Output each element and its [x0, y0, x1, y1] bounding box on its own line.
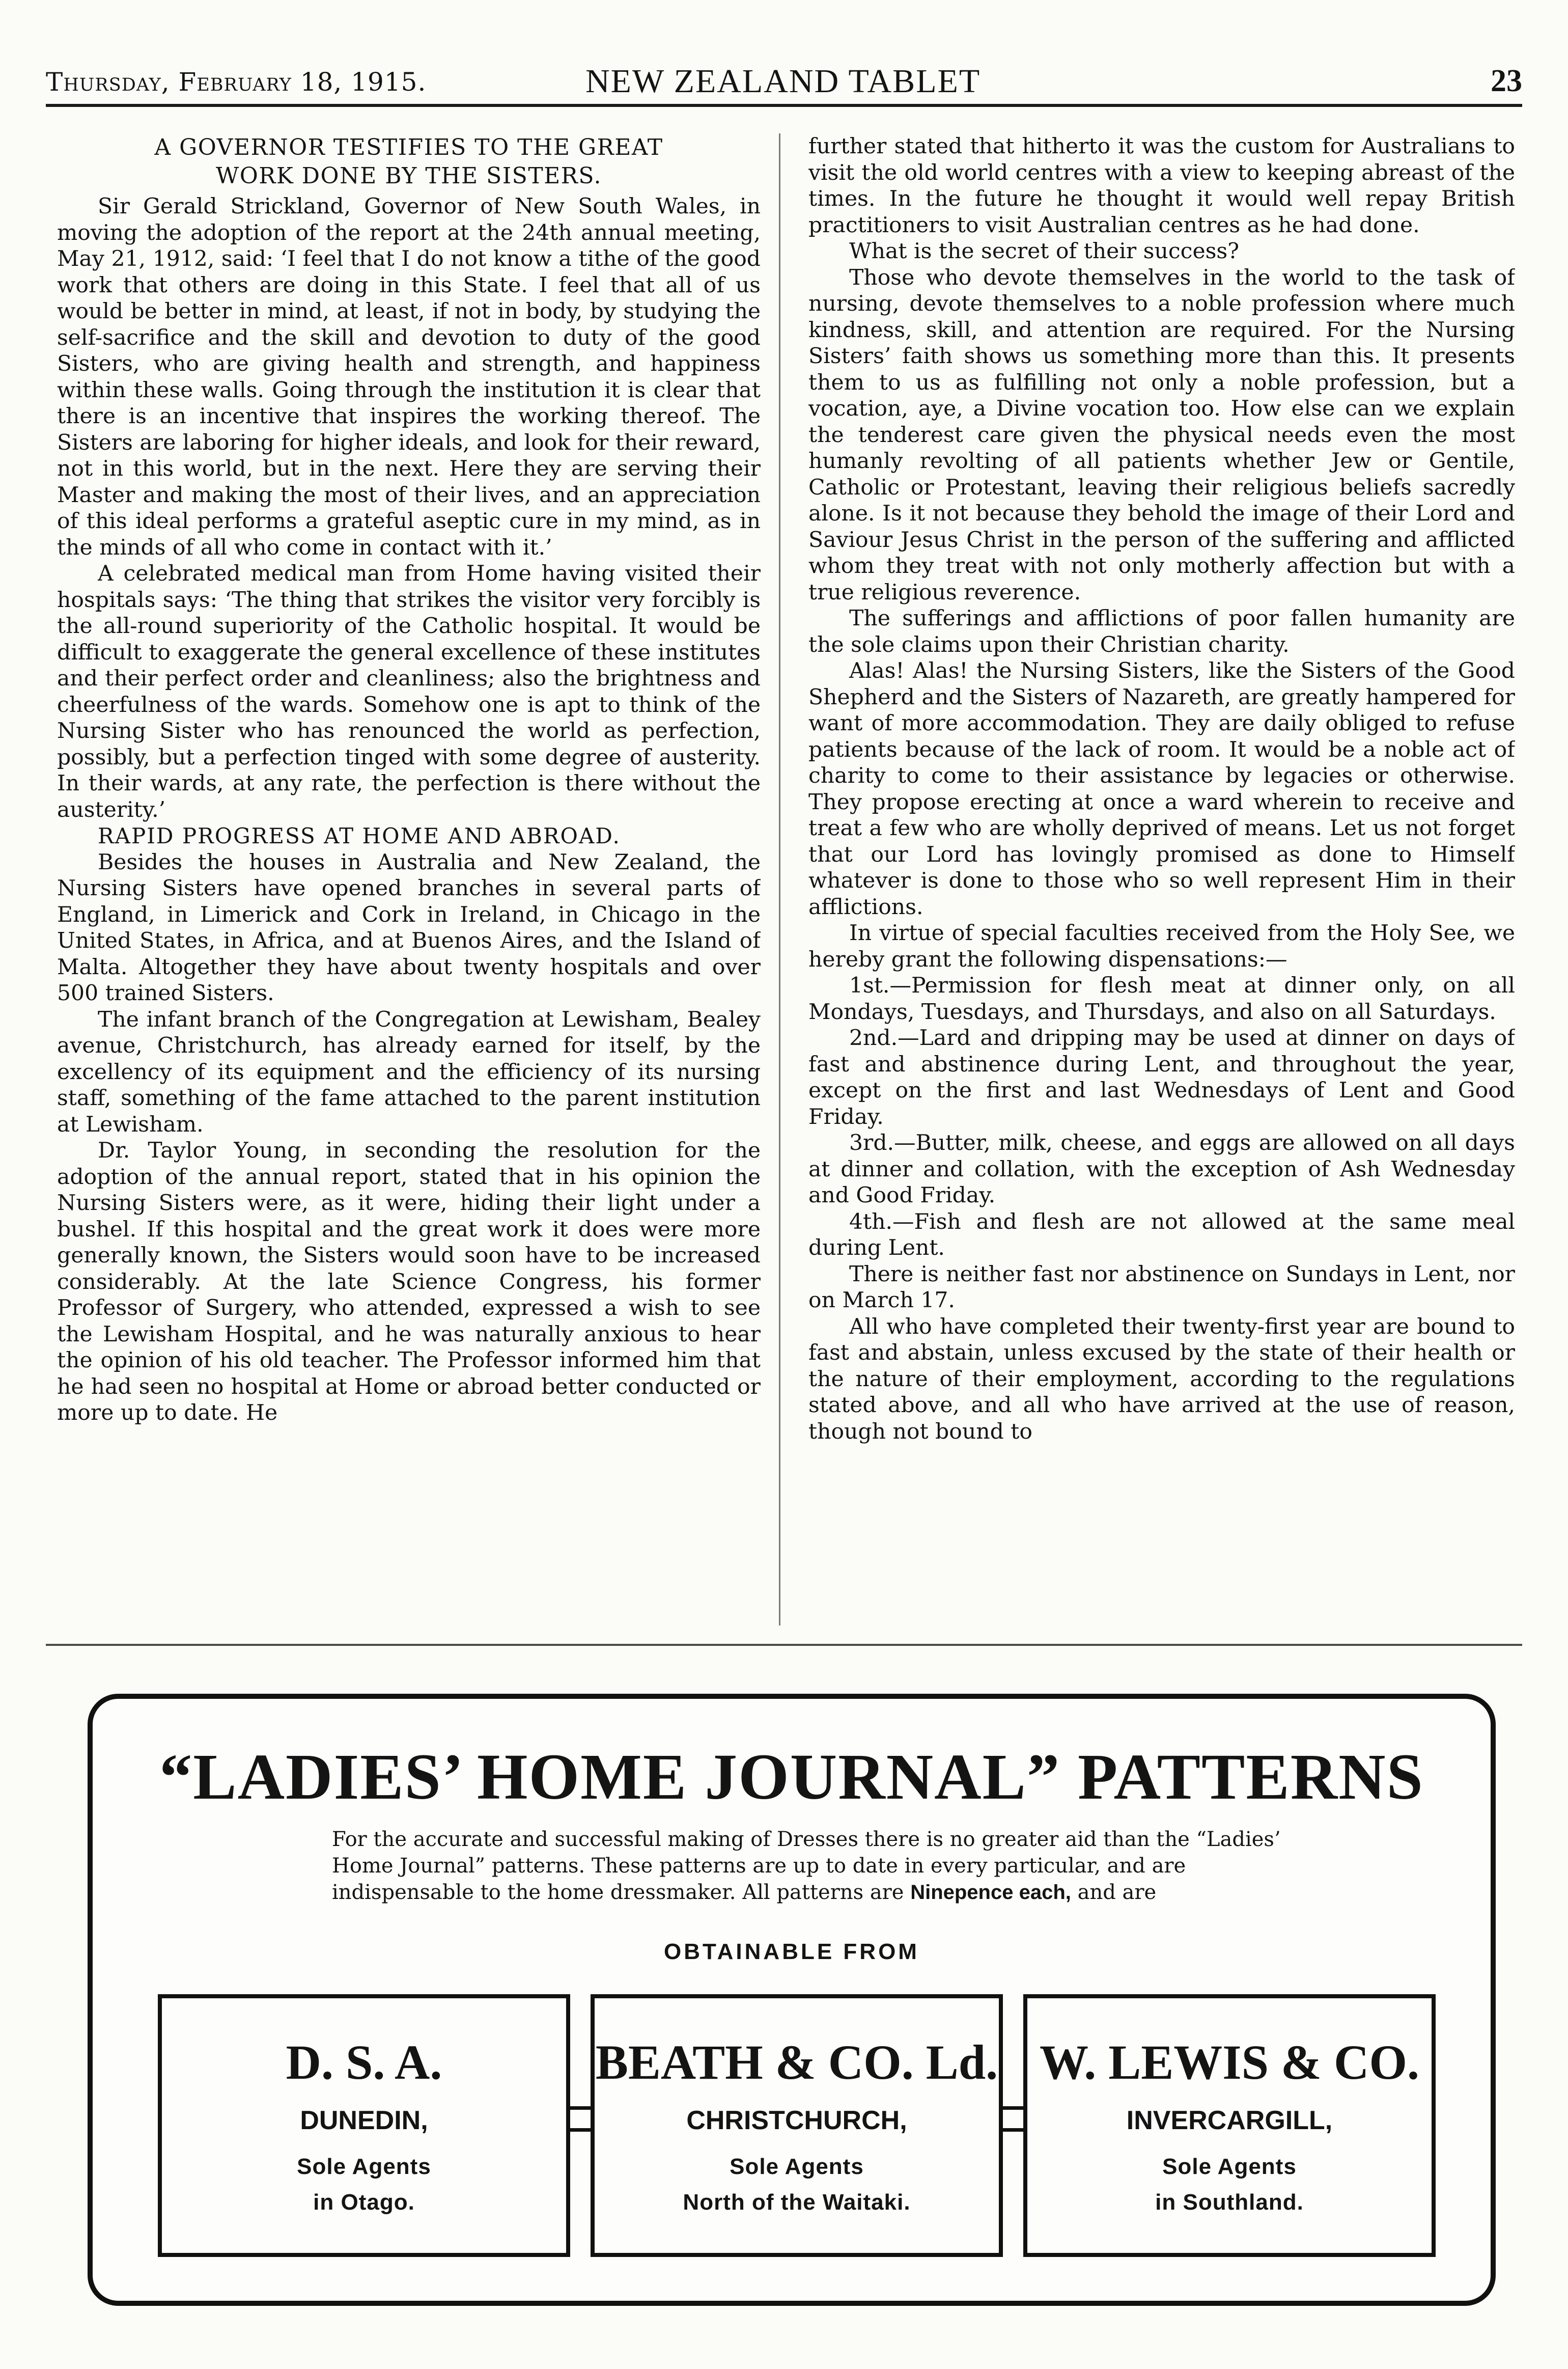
page-number: 23	[1491, 64, 1522, 98]
paragraph: A celebrated medical man from Home having visited their hospitals says: ‘The thing that strikes the visitor very forcibly is the all-round superiority of the Catholic hospital. It would be difficult to exaggerate the general excellence of these institutes and their perfect order and cleanliness; also the brightness and cheerfulness of the wards. Somehow one is apt to think of the Nursing Sister who has renounced the world as perfection, possibly, but a perfection tinged with some degree of austerity. In their wards, at any rate, the perfection is there without the austerity.’	[57, 561, 761, 822]
paragraph: Dr. Taylor Young, in seconding the resolution for the adoption of the annual report, stated that in his opinion the Nursing Sisters were, as it were, hiding their light under a bushel. If this hospital and the great work it does were more generally known, the Sisters would soon have to be increased considerably. At the late Science Congress, his former Professor of Surgery, who attended, expressed a wish to see the Lewisham Hospital, and he was naturally anxious to hear the opinion of his old teacher. The Professor informed him that he had seen no hospital at Home or abroad better conducted or more up to date. He	[57, 1138, 761, 1425]
agent-region: in Southland.	[1155, 2190, 1304, 2215]
agent-name: W. LEWIS & CO.	[1040, 2035, 1419, 2089]
box-connector	[570, 2106, 591, 2132]
paragraph: The infant branch of the Congregation at Lewisham, Bealey avenue, Christchurch, has already earned for itself, by the excellency of its equipment and the efficiency of its nursing staff, something of the fame attached to the parent institution at Lewisham.	[57, 1007, 761, 1137]
box-connector	[1003, 2106, 1023, 2132]
agent-name: BEATH & CO. Ld.	[595, 2035, 998, 2089]
agent-role: Sole Agents	[730, 2154, 864, 2179]
advert-body-end: and are	[1077, 1881, 1157, 1904]
paragraph: The sufferings and afflictions of poor fallen humanity are the sole claims upon their Christian charity.	[808, 606, 1515, 657]
agent-region: North of the Waitaki.	[683, 2190, 911, 2215]
agent-role: Sole Agents	[297, 2154, 431, 2179]
advert-price: Ninepence each,	[910, 1881, 1071, 1904]
dispensation-item: 1st.—Permission for flesh meat at dinner only, on all Mondays, Tuesdays, and Thursdays, and also on all Saturdays.	[808, 973, 1515, 1025]
obtainable-from: OBTAINABLE FROM	[664, 1939, 919, 1964]
agent-role: Sole Agents	[1162, 2154, 1297, 2179]
section-rule	[46, 1644, 1522, 1646]
paragraph: Those who devote themselves in the world to the task of nursing, devote themselves to a noble profession where much kindness, skill, and attention are required. For the Nursing Sisters’ faith shows us something more than this. It presents them to us as fulfilling not only a noble profession, but a vocation, aye, a Divine vocation too. How else can we explain the tenderest care given the physical needs even the most humanly revolting of all patients whether Jew or Gentile, Catholic or Protestant, leaving their religious beliefs sacredly alone. Is it not because they behold the image of their Lord and Saviour Jesus Christ in the person of the suffering and afflicted whom they treat with not only motherly affection but with a true religious reverence.	[808, 265, 1515, 605]
agent-city: CHRISTCHURCH,	[686, 2106, 907, 2135]
article-title	[57, 133, 761, 190]
paragraph: What is the secret of their success?	[849, 239, 1240, 264]
article-title-line1: A GOVERNOR TESTIFIES TO THE GREAT	[154, 134, 663, 160]
section-subheading: RAPID PROGRESS AT HOME AND ABROAD.	[98, 823, 621, 848]
agent-box-dunedin	[158, 1994, 570, 2257]
dispensation-item: 4th.—Fish and flesh are not allowed at the same meal during Lent.	[808, 1209, 1515, 1260]
agent-city: DUNEDIN,	[300, 2106, 428, 2135]
left-column	[57, 133, 761, 1641]
issue-date: Thursday, February 18, 1915.	[46, 67, 427, 97]
paragraph: In virtue of special faculties received from the Holy See, we hereby grant the following dispensations:—	[808, 921, 1515, 972]
article-title-line2: WORK DONE BY THE SISTERS.	[216, 163, 602, 189]
right-column	[808, 133, 1515, 1641]
advert-body	[332, 1826, 1299, 1906]
advertisement	[88, 1694, 1496, 2306]
agent-region: in Otago.	[313, 2190, 415, 2215]
agent-box-invercargill	[1023, 1994, 1436, 2257]
paragraph: Besides the houses in Australia and New Zealand, the Nursing Sisters have opened branches in several parts of England, in Limerick and Cork in Ireland, in Chicago in the United States, in Africa, and at Buenos Aires, and the Island of Malta. Altogether they have about twenty hospitals and over 500 trained Sisters.	[57, 849, 761, 1006]
agent-name: D. S. A.	[286, 2035, 442, 2089]
dispensation-item: 2nd.—Lard and dripping may be used at dinner on days of fast and abstinence during Lent, and throughout the year, except on the first and last Wednesdays of Lent and Good Friday.	[808, 1026, 1515, 1130]
paragraph: Sir Gerald Strickland, Governor of New South Wales, in moving the adoption of the report at the 24th annual meeting, May 21, 1912, said: ‘I feel that I do not know a tithe of the good work that others are doing in this State. I feel that all of us would be better in mind, at least, if not in body, by studying the self-sacrifice and the skill and devotion to duty of the good Sisters, who are giving health and strength, and happiness within these walls. Going through the institution it is clear that there is an incentive that inspires the working thereof. The Sisters are laboring for higher ideals, and look for their reward, not in this world, but in the next. Here they are serving their Master and making the most of their lives, and an appreciation of this ideal performs a grateful aseptic cure in my mind, as in the minds of all who come in contact with it.’	[57, 194, 761, 560]
paragraph: further stated that hitherto it was the custom for Australians to visit the old world centres with a view to keeping abreast of the times. In the future he thought it would well repay British practitioners to visit Australian centres as he had done.	[808, 134, 1515, 238]
agent-city: INVERCARGILL,	[1126, 2106, 1333, 2135]
advert-title: “LADIES’ HOME JOURNAL” PATTERNS	[159, 1741, 1424, 1813]
paragraph: There is neither fast nor abstinence on Sundays in Lent, nor on March 17.	[808, 1261, 1515, 1313]
masthead-title: NEW ZEALAND TABLET	[585, 63, 981, 100]
paragraph: Alas! Alas! the Nursing Sisters, like the Sisters of the Good Shepherd and the Sisters of Nazareth, are greatly hampered for want of more accommodation. They are daily obliged to refuse patients because of the lack of room. It would be a noble act of charity to come to their assistance by legacies or otherwise. They propose erecting at once a ward wherein to receive and treat a few who are wholly deprived of means. Let us not forget that our Lord has lovingly promised as done to Himself whatever is done to those who so well represent Him in their afflictions.	[808, 658, 1515, 920]
dispensation-item: 3rd.—Butter, milk, cheese, and eggs are allowed on all days at dinner and collation, with the exception of Ash Wednesday and Good Friday.	[808, 1131, 1515, 1208]
advert-body-text: For the accurate and successful making of Dresses there is no greater aid than the “Ladies’ Home Journal” patterns. These patterns are up to date in every particular, and are indispensable to the home dressmaker. All patterns are	[332, 1828, 1281, 1904]
page-header	[46, 60, 1522, 101]
paragraph: All who have completed their twenty-first year are bound to fast and abstain, unless excused by the state of their health or the nature of their employment, according to the regulations stated above, and all who have arrived at the use of reason, though not bound to	[808, 1314, 1515, 1444]
agent-box-christchurch	[591, 1994, 1003, 2257]
column-divider	[779, 133, 780, 1626]
header-rule	[46, 104, 1522, 107]
